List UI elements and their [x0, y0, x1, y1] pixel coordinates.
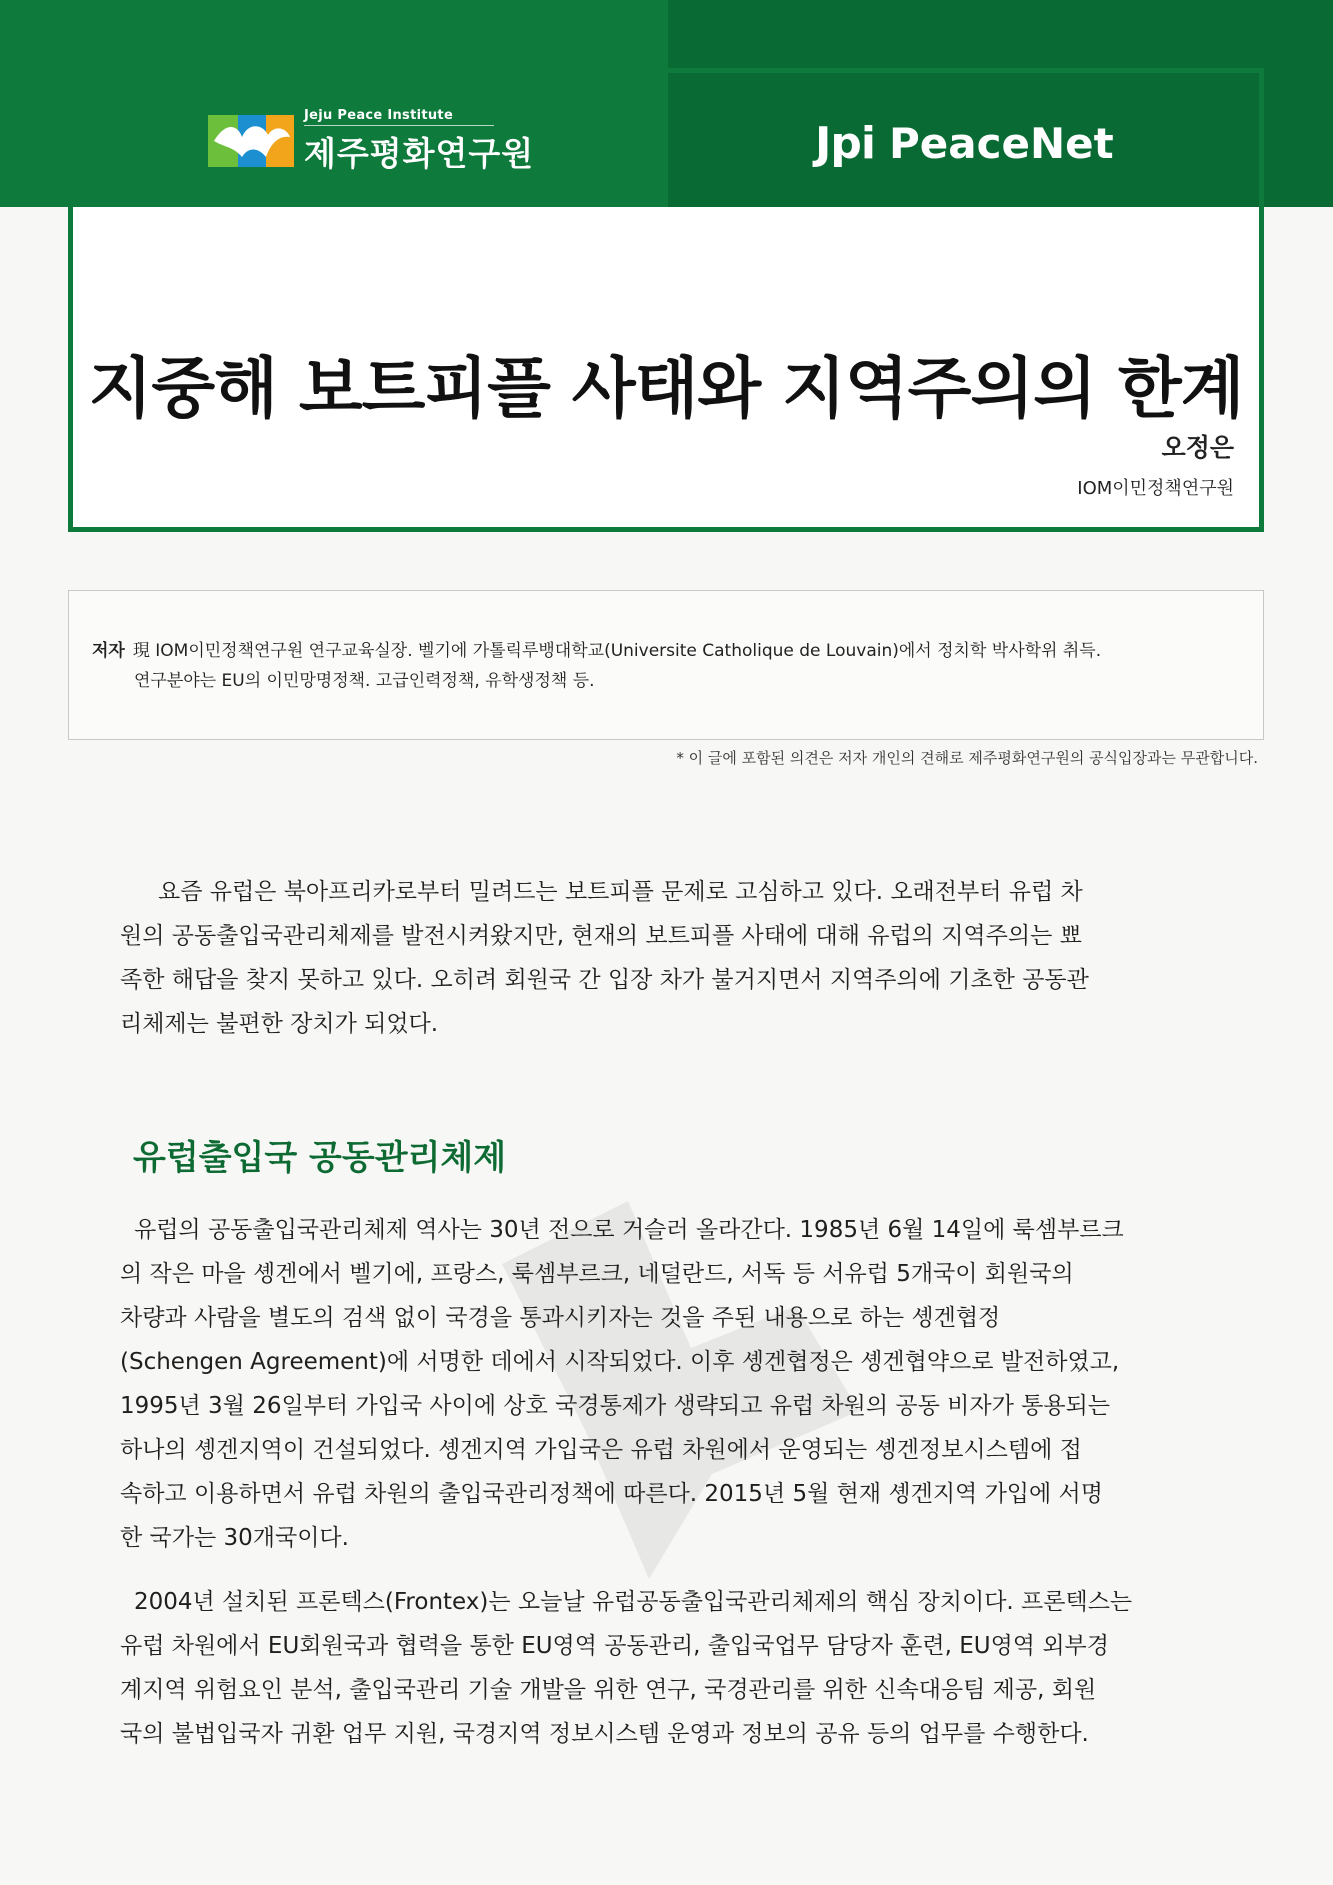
author-affiliation: IOM이민정책연구원: [1077, 478, 1234, 499]
body-paragraph-2: [120, 1580, 1212, 1756]
bio-line-1: 現 IOM이민정책연구원 연구교육실장. 벨기에 가톨릭루뱅대학교(Universite Catholique de Louvain)에서 정치학 박사학위 취득.: [132, 641, 1102, 661]
text-line: 국의 불법입국자 귀환 업무 지원, 국경지역 정보시스템 운영과 정보의 공유 등의 업무를 수행한다.: [120, 1721, 1089, 1747]
body-paragraph-1: [120, 1208, 1212, 1560]
text-line: 1995년 3월 26일부터 가입국 사이에 상호 국경통제가 생략되고 유럽 차원의 공동 비자가 통용되는: [120, 1393, 1111, 1419]
peacenet-logo: [815, 118, 1114, 169]
author-bio: [92, 636, 1242, 696]
text-line: 하나의 솅겐지역이 건설되었다. 솅겐지역 가입국은 유럽 차원에서 운영되는 솅겐정보시스템에 접: [120, 1437, 1082, 1463]
text-line: 2004년 설치된 프론텍스(Frontex)는 오늘날 유럽공동출입국관리체제의 핵심 장치이다. 프론텍스는: [134, 1589, 1133, 1615]
bio-label: 저자: [92, 641, 125, 661]
text-line: (Schengen Agreement)에 서명한 데에서 시작되었다. 이후 솅겐협정은 솅겐협약으로 발전하였고,: [120, 1349, 1120, 1375]
bio-line-2: 연구분야는 EU의 이민망명정책. 고급인력정책, 유학생정책 등.: [134, 671, 595, 691]
text-line: 유럽 차원에서 EU회원국과 협력을 통한 EU영역 공동관리, 출입국업무 담당자 훈련, EU영역 외부경: [120, 1633, 1109, 1659]
text-line: 속하고 이용하면서 유럽 차원의 출입국관리정책에 따른다. 2015년 5월 현재 솅겐지역 가입에 서명: [120, 1481, 1103, 1507]
institute-name-en: Jeju Peace Institute: [304, 108, 494, 126]
peacenet-wordmark: PeaceNet: [888, 119, 1114, 168]
disclaimer-note: * 이 글에 포함된 의견은 저자 개인의 견해로 제주평화연구원의 공식입장과는 무관합니다.: [676, 749, 1258, 767]
dove-logo-icon: [208, 111, 294, 173]
page-title: 지중해 보트피플 사태와 지역주의의 한계: [88, 350, 1244, 427]
text-line: 한 국가는 30개국이다.: [120, 1525, 349, 1551]
text-line: 차량과 사람을 별도의 검색 없이 국경을 통과시키자는 것을 주된 내용으로 하는 솅겐협정: [120, 1305, 1001, 1331]
intro-paragraph: [120, 870, 1212, 1046]
text-line: 요즘 유럽은 북아프리카로부터 밀려드는 보트피플 문제로 고심하고 있다. 오래전부터 유럽 차: [158, 879, 1083, 905]
text-line: 의 작은 마을 솅겐에서 벨기에, 프랑스, 룩셈부르크, 네덜란드, 서독 등 서유럽 5개국이 회원국의: [120, 1261, 1074, 1287]
institute-name-ko: 제주평화연구원: [304, 134, 535, 173]
text-line: 계지역 위험요인 분석, 출입국관리 기술 개발을 위한 연구, 국경관리를 위한 신속대응팀 제공, 회원: [120, 1677, 1097, 1703]
text-line: 유럽의 공동출입국관리체제 역사는 30년 전으로 거슬러 올라간다. 1985년 6월 14일에 룩셈부르크: [134, 1217, 1124, 1243]
text-line: 원의 공동출입국관리체제를 발전시켜왔지만, 현재의 보트피플 사태에 대해 유럽의 지역주의는 뾰: [120, 923, 1082, 949]
institute-logo: [208, 108, 534, 175]
author-name: 오정은: [1161, 433, 1234, 462]
section-heading: 유럽출입국 공동관리체제: [133, 1138, 507, 1178]
text-line: 족한 해답을 찾지 못하고 있다. 오히려 회원국 간 입장 차가 불거지면서 지역주의에 기초한 공동관: [120, 967, 1089, 993]
jpi-mark: Jpi: [815, 118, 875, 169]
text-line: 리체제는 불편한 장치가 되었다.: [120, 1011, 439, 1037]
